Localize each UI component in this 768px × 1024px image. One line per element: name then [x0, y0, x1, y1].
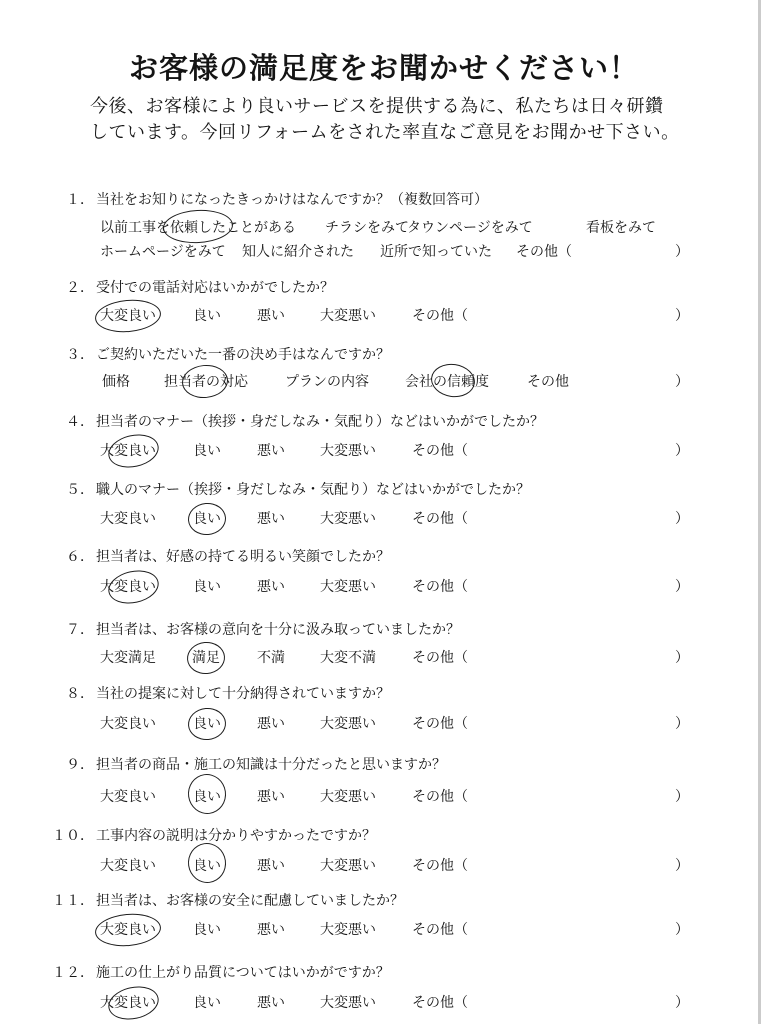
- question-text: 工事内容の説明は分かりやすかったですか？: [96, 828, 376, 844]
- q10-option-other: その他（: [412, 858, 468, 874]
- q3-option-price: 価格: [102, 374, 130, 390]
- intro-line-1: 今後、お客様により良いサービスを提供する為に、私たちは日々研鑽: [90, 96, 664, 117]
- q1-option-other: その他（: [516, 244, 572, 260]
- q7-option-very-satisfied: 大変満足: [100, 650, 156, 666]
- q2-other-close-paren: ）: [675, 308, 689, 324]
- q4-option-very-bad: 大変悪い: [320, 443, 376, 459]
- question-4-heading: [0, 413, 740, 431]
- question-number: １０．: [52, 828, 94, 844]
- q11-option-bad: 悪い: [257, 922, 285, 938]
- q8-option-very-good: 大変良い: [100, 716, 156, 732]
- question-text: 受付での電話対応はいかがでしたか？: [96, 280, 334, 296]
- q1-option-neighborhood: 近所で知っていた: [380, 244, 492, 260]
- question-5-answers: [0, 510, 740, 528]
- q1-option-previous-work: 以前工事を依頼したことがある: [100, 220, 296, 236]
- q12-other-close-paren: ）: [675, 995, 689, 1011]
- q12-option-bad: 悪い: [257, 995, 285, 1011]
- q8-option-other: その他（: [412, 716, 468, 732]
- question-number: ８．: [66, 686, 94, 702]
- question-4-answers: [0, 442, 740, 460]
- question-12-heading: [0, 964, 740, 982]
- question-3-answers: [0, 373, 740, 391]
- question-text: 担当者は、お客様の安全に配慮していましたか？: [96, 893, 404, 909]
- question-3-heading: [0, 346, 740, 364]
- question-2-heading: [0, 279, 740, 297]
- question-number: ６．: [66, 549, 94, 565]
- q3-option-other: その他: [527, 374, 569, 390]
- question-number: ７．: [66, 622, 94, 638]
- q6-option-good: 良い: [193, 579, 221, 595]
- q10-other-close-paren: ）: [675, 858, 689, 874]
- q6-option-bad: 悪い: [257, 579, 285, 595]
- question-10-answers: [0, 857, 740, 875]
- q12-option-other: その他（: [412, 995, 468, 1011]
- q1-option-homepage: ホームページをみて: [100, 244, 226, 260]
- question-text: 担当者は、好感の持てる明るい笑顔でしたか？: [96, 549, 390, 565]
- question-text: 当社をお知りになったきっかけはなんですか？（複数回答可）: [96, 192, 488, 208]
- q9-option-very-bad: 大変悪い: [320, 789, 376, 805]
- q1-other-close-paren: ）: [675, 244, 689, 260]
- q12-option-good: 良い: [193, 995, 221, 1011]
- q4-other-close-paren: ）: [675, 443, 689, 459]
- q12-option-very-bad: 大変悪い: [320, 995, 376, 1011]
- question-8-answers: [0, 715, 740, 733]
- q2-option-very-bad: 大変悪い: [320, 308, 376, 324]
- q8-other-close-paren: ）: [675, 716, 689, 732]
- question-11-heading: [0, 892, 740, 910]
- question-1-heading: [0, 191, 740, 209]
- q9-other-close-paren: ）: [675, 789, 689, 805]
- q7-option-other: その他（: [412, 650, 468, 666]
- question-9-answers: [0, 788, 740, 806]
- q2-option-good: 良い: [193, 308, 221, 324]
- question-text: 担当者は、お客様の意向を十分に汲み取っていましたか？: [96, 622, 460, 638]
- q4-option-very-good: 大変良い: [100, 443, 156, 459]
- q5-option-very-bad: 大変悪い: [320, 511, 376, 527]
- q7-other-close-paren: ）: [675, 650, 689, 666]
- q2-option-bad: 悪い: [257, 308, 285, 324]
- question-1-answers-row-1: [0, 219, 740, 237]
- q8-option-bad: 悪い: [257, 716, 285, 732]
- question-number: １２．: [52, 965, 94, 981]
- question-text: 施工の仕上がり品質についてはいかがですか？: [96, 965, 390, 981]
- question-10-heading: [0, 827, 740, 845]
- q8-option-good: 良い: [193, 716, 221, 732]
- q11-other-close-paren: ）: [675, 922, 689, 938]
- question-text: ご契約いただいた一番の決め手はなんですか？: [96, 347, 390, 363]
- q3-other-close-paren: ）: [675, 374, 689, 390]
- q7-option-satisfied: 満足: [192, 650, 220, 666]
- q4-option-other: その他（: [412, 443, 468, 459]
- question-9-heading: [0, 756, 740, 774]
- question-text: 当社の提案に対して十分納得されていますか？: [96, 686, 390, 702]
- q4-option-bad: 悪い: [257, 443, 285, 459]
- q11-option-good: 良い: [193, 922, 221, 938]
- page-title: お客様の満足度をお聞かせください！: [128, 51, 639, 85]
- question-1-answers-row-2: [0, 243, 740, 261]
- q7-option-dissatisfied: 不満: [257, 650, 285, 666]
- question-text: 担当者の商品・施工の知識は十分だったと思いますか？: [96, 757, 446, 773]
- q6-other-close-paren: ）: [675, 579, 689, 595]
- q10-option-very-bad: 大変悪い: [320, 858, 376, 874]
- question-12-answers: [0, 994, 740, 1012]
- question-number: ３．: [66, 347, 94, 363]
- q2-option-other: その他（: [412, 308, 468, 324]
- q11-option-very-bad: 大変悪い: [320, 922, 376, 938]
- q6-option-very-bad: 大変悪い: [320, 579, 376, 595]
- q9-option-other: その他（: [412, 789, 468, 805]
- intro-line-2: しています。今回リフォームをされた率直なご意見をお聞かせ下さい。: [90, 122, 680, 143]
- question-number: １．: [66, 192, 94, 208]
- question-7-answers: [0, 649, 740, 667]
- q3-option-staff-response: 担当者の対応: [164, 374, 248, 390]
- q10-option-good: 良い: [193, 858, 221, 874]
- question-number: ５．: [66, 482, 94, 498]
- q9-option-bad: 悪い: [257, 789, 285, 805]
- q5-other-close-paren: ）: [675, 511, 689, 527]
- q1-option-flyer: チラシをみて: [325, 220, 409, 236]
- question-8-heading: [0, 685, 740, 703]
- q3-option-company-trust: 会社の信頼度: [405, 374, 489, 390]
- q2-option-very-good: 大変良い: [100, 308, 156, 324]
- question-text: 担当者のマナー（挨拶・身だしなみ・気配り）などはいかがでしたか？: [96, 414, 544, 430]
- q5-option-other: その他（: [412, 511, 468, 527]
- q5-option-very-good: 大変良い: [100, 511, 156, 527]
- q6-option-very-good: 大変良い: [100, 579, 156, 595]
- question-number: １１．: [52, 893, 94, 909]
- q7-option-very-dissatisfied: 大変不満: [320, 650, 376, 666]
- question-6-answers: [0, 578, 740, 596]
- q5-option-bad: 悪い: [257, 511, 285, 527]
- q9-option-good: 良い: [193, 789, 221, 805]
- question-7-heading: [0, 621, 740, 639]
- q1-option-signboard: 看板をみて: [586, 220, 656, 236]
- q11-option-very-good: 大変良い: [100, 922, 156, 938]
- q4-option-good: 良い: [193, 443, 221, 459]
- q3-option-plan-content: プランの内容: [285, 374, 369, 390]
- q5-option-good: 良い: [193, 511, 221, 527]
- question-5-heading: [0, 481, 740, 499]
- question-number: ４．: [66, 414, 94, 430]
- q9-option-very-good: 大変良い: [100, 789, 156, 805]
- question-text: 職人のマナー（挨拶・身だしなみ・気配り）などはいかがでしたか？: [96, 482, 530, 498]
- question-number: ２．: [66, 280, 94, 296]
- q6-option-other: その他（: [412, 579, 468, 595]
- question-number: ９．: [66, 757, 94, 773]
- question-2-answers: [0, 307, 740, 325]
- q8-option-very-bad: 大変悪い: [320, 716, 376, 732]
- q10-option-bad: 悪い: [257, 858, 285, 874]
- q10-option-very-good: 大変良い: [100, 858, 156, 874]
- q11-option-other: その他（: [412, 922, 468, 938]
- question-6-heading: [0, 548, 740, 566]
- q12-option-very-good: 大変良い: [100, 995, 156, 1011]
- question-11-answers: [0, 921, 740, 939]
- q1-option-referral: 知人に紹介された: [242, 244, 354, 260]
- q1-option-town-page: タウンページをみて: [407, 220, 533, 236]
- scan-edge: [758, 0, 761, 1024]
